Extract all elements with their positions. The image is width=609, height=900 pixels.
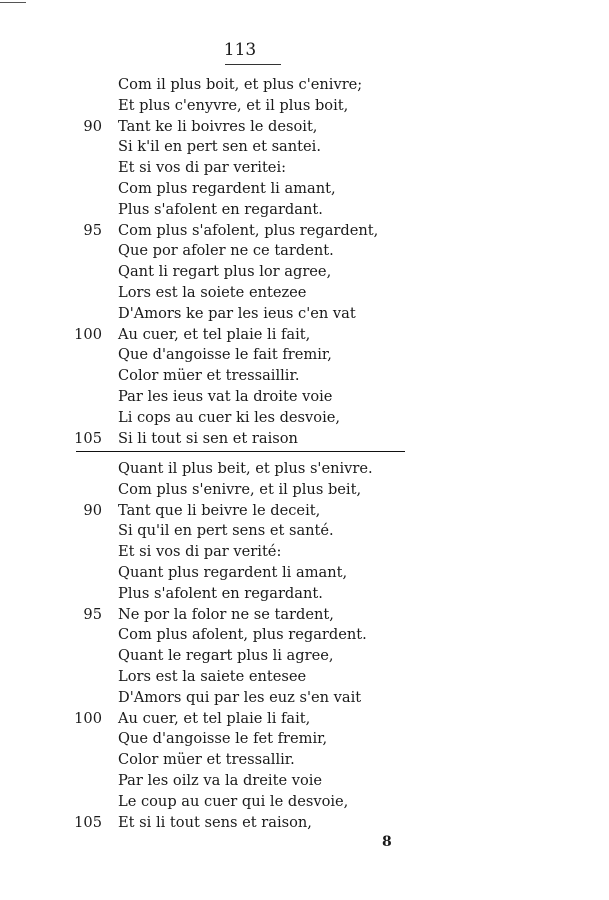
verse-line — [0, 459, 520, 480]
verse-text: Li cops au cuer ki les desvoie, — [118, 408, 341, 426]
verse-block-variant — [0, 459, 520, 833]
verse-text: Com il plus boit, et plus c'enivre; — [118, 76, 363, 93]
verse-text: Si li tout si sen et raison — [118, 429, 298, 447]
verse-text: Et si vos di par verité: — [118, 543, 282, 561]
line-number: 95 — [83, 605, 102, 623]
verse-line — [0, 325, 520, 346]
verse-line — [0, 709, 520, 730]
verse-line — [0, 688, 520, 709]
corner-scan-mark — [0, 2, 26, 3]
verse-line — [0, 429, 520, 450]
verse-text: Ne por la folor ne se tardent, — [118, 605, 334, 623]
verse-text: Tant ke li boivres le desoit, — [118, 117, 318, 135]
verse-line — [0, 408, 520, 429]
line-number: 105 — [74, 429, 102, 447]
verse-text: Et si vos di par veritei: — [118, 159, 287, 177]
line-number: 90 — [83, 501, 102, 519]
verse-text: Par les oilz va la dreite voie — [118, 771, 323, 789]
verse-text: Le coup au cuer qui le desvoie, — [118, 792, 349, 810]
page-number-underline — [225, 64, 281, 65]
verse-text: Par les ieus vat la droite voie — [118, 387, 333, 405]
verse-text: Quant plus regardent li amant, — [118, 563, 348, 581]
verse-line — [0, 813, 520, 834]
verse-line — [0, 262, 520, 283]
verse-line — [0, 750, 520, 771]
verse-line — [0, 96, 520, 117]
verse-line — [0, 542, 520, 563]
verse-line — [0, 625, 520, 646]
verse-line — [0, 200, 520, 221]
verse-text: Com plus s'afolent, plus regardent, — [118, 221, 379, 239]
verse-line — [0, 158, 520, 179]
verse-text: Que d'angoisse le fet fremir, — [118, 730, 328, 748]
verse-text: Plus s'afolent en regardant. — [118, 584, 323, 602]
verse-line — [0, 771, 520, 792]
verse-text: Com plus afolent, plus regardent. — [118, 626, 367, 644]
verse-text: Au cuer, et tel plaie li fait, — [118, 325, 311, 343]
verse-line — [0, 366, 520, 387]
verse-line — [0, 75, 520, 96]
verse-text: Qant li regart plus lor agree, — [118, 263, 332, 281]
verse-text: Et si li tout sens et raison, — [118, 813, 312, 831]
verse-line — [0, 241, 520, 262]
verse-line — [0, 179, 520, 200]
verse-line — [0, 521, 520, 542]
verse-line — [0, 480, 520, 501]
verse-line — [0, 792, 520, 813]
verse-line — [0, 667, 520, 688]
line-number: 95 — [83, 221, 102, 239]
signature-mark: 8 — [382, 834, 392, 850]
verse-line — [0, 605, 520, 626]
verse-line — [0, 117, 520, 138]
line-number: 100 — [74, 709, 102, 727]
verse-line — [0, 137, 520, 158]
section-divider — [76, 451, 405, 452]
verse-text: Que por afoler ne ce tardent. — [118, 242, 334, 260]
line-number: 100 — [74, 325, 102, 343]
verse-text: Quant il plus beit, et plus s'enivre. — [118, 460, 373, 477]
verse-text: Plus s'afolent en regardant. — [118, 200, 323, 218]
verse-line — [0, 501, 520, 522]
verse-line — [0, 729, 520, 750]
verse-text: Et plus c'enyvre, et il plus boit, — [118, 96, 349, 114]
verse-line — [0, 584, 520, 605]
verse-line — [0, 304, 520, 325]
verse-line — [0, 221, 520, 242]
verse-text: Lors est la saiete entesee — [118, 667, 307, 685]
verse-text: Tant que li beivre le deceit, — [118, 501, 321, 519]
verse-text: Quant le regart plus li agree, — [118, 647, 334, 665]
line-number: 90 — [83, 117, 102, 135]
verse-block-primary — [0, 75, 520, 449]
verse-line — [0, 283, 520, 304]
verse-text: Com plus regardent li amant, — [118, 179, 336, 197]
verse-text: Si k'il en pert sen et santei. — [118, 138, 321, 156]
verse-text: Au cuer, et tel plaie li fait, — [118, 709, 311, 727]
verse-text: Color müer et tressallir. — [118, 751, 295, 769]
verse-line — [0, 646, 520, 667]
verse-text: Si qu'il en pert sens et santé. — [118, 522, 334, 540]
page-number: 113 — [223, 40, 257, 60]
line-number: 105 — [74, 813, 102, 831]
verse-text: D'Amors ke par les ieus c'en vat — [118, 304, 356, 322]
verse-line — [0, 563, 520, 584]
verse-text: Color müer et tressaillir. — [118, 367, 300, 385]
verse-text: D'Amors qui par les euz s'en vait — [118, 688, 362, 706]
verse-line — [0, 387, 520, 408]
verse-text: Com plus s'enivre, et il plus beit, — [118, 480, 362, 498]
verse-text: Lors est la soiete entezee — [118, 283, 307, 301]
verse-text: Que d'angoisse le fait fremir, — [118, 346, 332, 364]
verse-line — [0, 345, 520, 366]
